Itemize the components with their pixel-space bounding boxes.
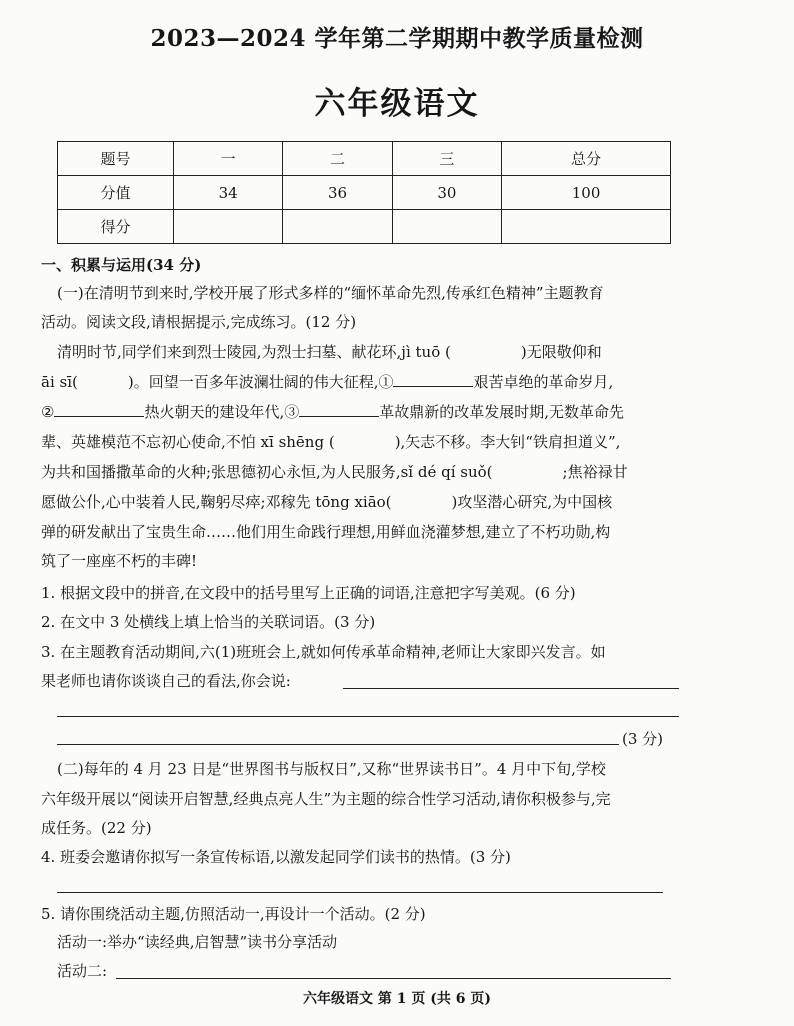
passage-line <box>41 431 620 452</box>
part2-intro: 六年级开展以“阅读开启智慧,经典点亮人生”为主题的综合性学习活动,请你积极参与,完 <box>41 790 611 808</box>
activity-1: 活动一:举办“读经典,启智慧”读书分享活动 <box>57 933 338 951</box>
table-cell: 总分 <box>502 142 671 176</box>
exam-subject: 六年级语文 <box>314 86 480 122</box>
table-cell: 一 <box>174 142 283 176</box>
part2-intro: 成任务。(22 分) <box>41 819 152 837</box>
passage-text: 辈、英雄模范不忘初心使命,不怕 xī shēng ( <box>41 433 335 451</box>
passage-line <box>41 401 624 422</box>
table-cell: 100 <box>502 176 671 210</box>
part2-intro: (二)每年的 4 月 23 日是“世界图书与版权日”,又称“世界读书日”。4 月中下旬,学校 <box>57 760 606 778</box>
answer-line[interactable] <box>57 744 619 745</box>
table-row <box>58 210 671 244</box>
answer-line[interactable] <box>116 978 671 979</box>
passage-text: )。回望一百多年波澜壮阔的伟大征程,① <box>127 373 394 391</box>
table-cell: 30 <box>392 176 501 210</box>
passage-text: 清明时节,同学们来到烈士陵园,为烈士扫墓、献花环,jì tuō ( <box>57 343 451 361</box>
answer-line[interactable] <box>57 892 663 893</box>
passage-line <box>57 341 602 362</box>
exam-title: 2023—2024 学年第二学期期中教学质量检测 <box>150 25 644 52</box>
passage-text: )无限敬仰和 <box>520 343 602 361</box>
passage-text: 为共和国播撒革命的火种;张思德初心永恒,为人民服务,sǐ dé qí suǒ( <box>41 463 493 481</box>
answer-line[interactable] <box>57 716 679 717</box>
question-3-score: (3 分) <box>622 730 664 748</box>
passage-text: ;焦裕禄甘 <box>562 463 628 481</box>
score-input-cell[interactable] <box>392 210 501 244</box>
passage-line <box>41 371 613 392</box>
table-cell: 题号 <box>58 142 174 176</box>
table-cell: 36 <box>283 176 392 210</box>
table-row <box>58 176 671 210</box>
passage-line <box>41 461 628 482</box>
section-heading: 一、积累与运用(34 分) <box>41 256 202 274</box>
table-cell: 三 <box>392 142 501 176</box>
passage-line: 弹的研发献出了宝贵生命……他们用生命践行理想,用鲜血浇灌梦想,建立了不朽功勋,构 <box>41 523 611 541</box>
question-1: 1. 根据文段中的拼音,在文段中的括号里写上正确的词语,注意把字写美观。(6 分) <box>41 584 576 602</box>
score-input-cell[interactable] <box>283 210 392 244</box>
passage-text: 革故鼎新的改革发展时期,无数革命先 <box>379 403 625 421</box>
fill-blank[interactable] <box>54 402 144 417</box>
question-3: 3. 在主题教育活动期间,六(1)班班会上,就如何传承革命精神,老师让大家即兴发言。如 <box>41 643 606 661</box>
answer-line[interactable] <box>343 688 679 689</box>
passage-text: 热火朝天的建设年代,③ <box>144 403 300 421</box>
table-row <box>58 142 671 176</box>
score-table <box>57 141 671 244</box>
passage-text: )攻坚潜心研究,为中国核 <box>451 493 613 511</box>
fill-blank[interactable] <box>299 402 379 417</box>
question-3-prompt: 果老师也请你谈谈自己的看法,你会说: <box>41 672 291 690</box>
question-5: 5. 请你围绕活动主题,仿照活动一,再设计一个活动。(2 分) <box>41 905 426 923</box>
passage-text: āi sī( <box>41 373 78 391</box>
score-input-cell[interactable] <box>502 210 671 244</box>
score-input-cell[interactable] <box>174 210 283 244</box>
passage-text: ② <box>41 403 55 421</box>
question-2: 2. 在文中 3 处横线上填上恰当的关联词语。(3 分) <box>41 613 376 631</box>
question-4: 4. 班委会邀请你拟写一条宣传标语,以激发起同学们读书的热情。(3 分) <box>41 848 511 866</box>
page-footer: 六年级语文 第 1 页 (共 6 页) <box>303 991 491 1007</box>
part1-intro: 活动。阅读文段,请根据提示,完成练习。(12 分) <box>41 313 357 331</box>
part1-intro: (一)在清明节到来时,学校开展了形式多样的“缅怀革命先烈,传承红色精神”主题教育 <box>57 284 604 302</box>
passage-text: ),矢志不移。李大钊“铁肩担道义”, <box>394 433 621 451</box>
passage-line: 筑了一座座不朽的丰碑! <box>41 552 198 570</box>
table-cell: 分值 <box>58 176 174 210</box>
table-cell: 得分 <box>58 210 174 244</box>
passage-text: 艰苦卓绝的革命岁月, <box>473 373 614 391</box>
table-cell: 二 <box>283 142 392 176</box>
table-cell: 34 <box>174 176 283 210</box>
passage-text: 愿做公仆,心中装着人民,鞠躬尽瘁;邓稼先 tōng xiāo( <box>41 493 392 511</box>
passage-line <box>41 491 612 512</box>
fill-blank[interactable] <box>393 372 473 387</box>
activity-2-label: 活动二: <box>57 962 108 980</box>
